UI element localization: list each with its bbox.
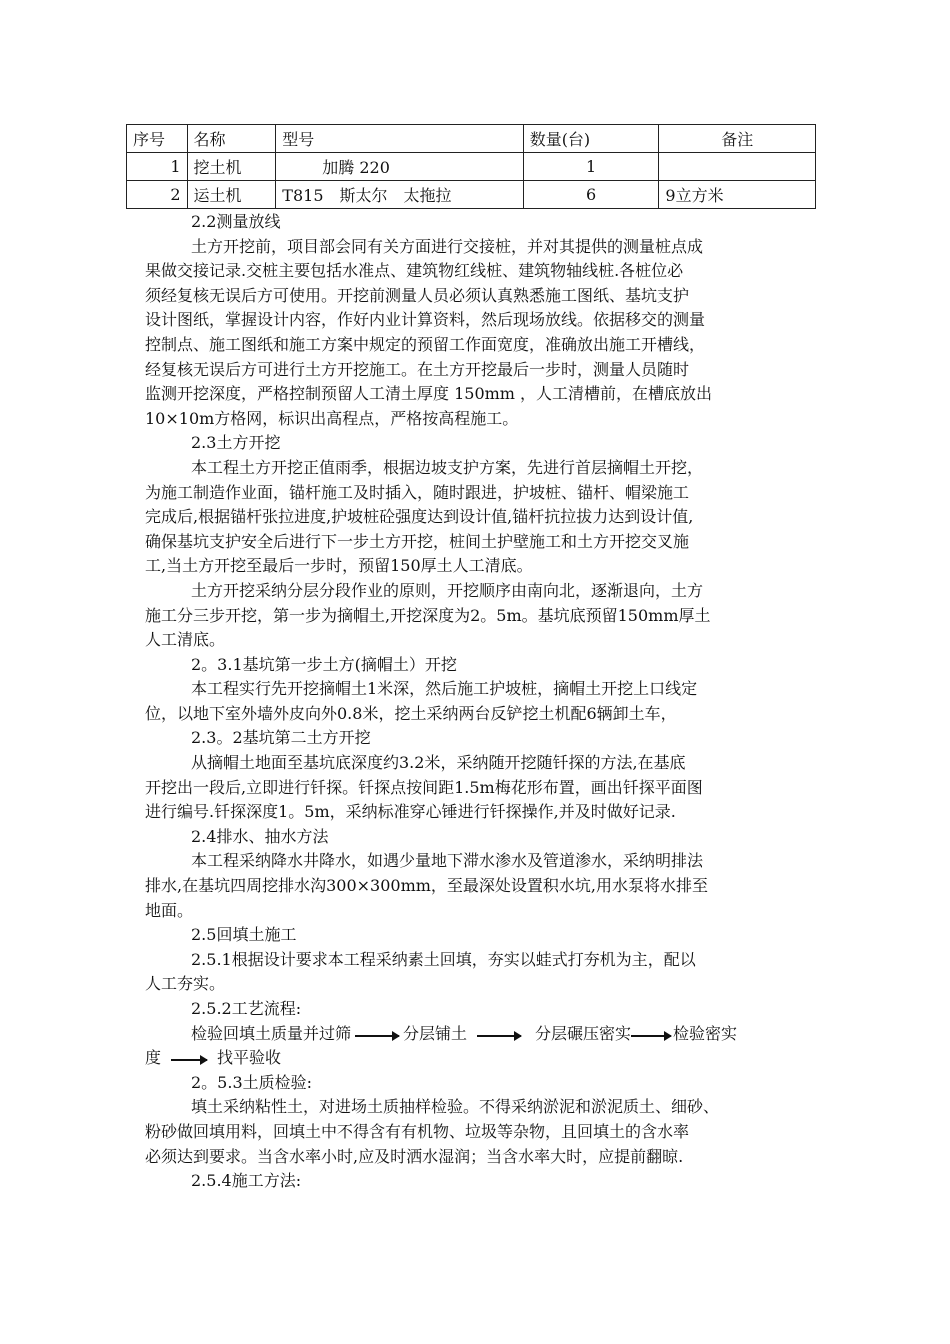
flow-step-4-continued: 度 xyxy=(145,1048,162,1068)
paragraph-line: 地面。 xyxy=(145,900,194,920)
paragraph-line: 人工清底。 xyxy=(145,630,226,650)
flow-step-1: 检验回填土质量并过筛 xyxy=(191,1023,352,1043)
section-heading-2-5-4: 2.5.4施工方法: xyxy=(191,1171,302,1191)
paragraph-line: 控制点、施工图纸和施工方案中规定的预留工作面宽度，准确放出施工开槽线， xyxy=(145,334,706,354)
paragraph-line: 为施工制造作业面，锚杆施工及时插入，随时跟进，护坡桩、锚杆、帽梁施工 xyxy=(145,482,690,502)
arrow-right-icon xyxy=(171,1059,207,1061)
header-name: 名称 xyxy=(187,125,276,153)
paragraph-line: 排水,在基坑四周挖排水沟300×300mm，至最深处设置积水坑,用水泵将水排至 xyxy=(145,876,709,896)
cell-note: 9立方米 xyxy=(659,181,816,209)
cell-note xyxy=(659,153,816,181)
paragraph-line: 粉砂做回填用料，回填土中不得含有有机物、垃圾等杂物，且回填土的含水率 xyxy=(145,1121,690,1141)
process-flow-line xyxy=(145,1022,817,1047)
paragraph-line: 完成后,根据锚杆张拉进度,护坡桩砼强度达到设计值,锚杆抗拉拔力达到设计值, xyxy=(145,507,694,527)
section-heading-2-3-1: 2。3.1基坑第一步土方(摘帽土）开挖 xyxy=(191,654,457,674)
paragraph-line: 开挖出一段后,立即进行钎探。钎探点按间距1.5m梅花形布置，画出钎探平面图 xyxy=(145,777,703,797)
table-row xyxy=(127,153,816,181)
flow-step-2: 分层铺土 xyxy=(403,1023,468,1043)
table-row xyxy=(127,181,816,209)
paragraph-line: 施工分三步开挖，第一步为摘帽土,开挖深度为2。5m。基坑底预留150mm厚土 xyxy=(145,605,711,625)
paragraph-line: 本工程土方开挖正值雨季，根据边坡支护方案，先进行首层摘帽土开挖， xyxy=(191,457,704,477)
paragraph-line: 从摘帽土地面至基坑底深度约3.2米，采纳随开挖随钎探的方法,在基底 xyxy=(191,753,686,773)
paragraph-line: 监测开挖深度，严格控制预留人工清土厚度 150mm ，人工清槽前，在槽底放出 xyxy=(145,384,713,404)
cell-name: 挖土机 xyxy=(187,153,276,181)
section-heading-2-5: 2.5回填土施工 xyxy=(191,925,297,945)
paragraph-line: 设计图纸，掌握设计内容，作好内业计算资料，然后现场放线。依据移交的测量 xyxy=(145,310,706,330)
header-note: 备注 xyxy=(659,125,816,153)
paragraph-line: 必须达到要求。当含水率小时,应及时洒水湿润；当含水率大时，应提前翻晾. xyxy=(145,1146,684,1166)
flow-step-4: 检验密实 xyxy=(673,1023,738,1043)
cell-model: 加腾 220 xyxy=(276,153,523,181)
paragraph-line: 位，以地下室外墙外皮向外0.8米，挖土采纳两台反铲挖土机配6辆卸土车， xyxy=(145,703,677,723)
paragraph-line: 人工夯实。 xyxy=(145,974,226,994)
section-heading-2-2: 2.2测量放线 xyxy=(191,212,281,231)
paragraph-line: 土方开挖前，项目部会同有关方面进行交接桩，并对其提供的测量桩点成 xyxy=(191,236,704,256)
flow-step-3: 分层碾压密实 xyxy=(535,1023,632,1043)
cell-model: T815 斯太尔 太拖拉 xyxy=(276,181,523,209)
arrow-right-icon xyxy=(355,1035,399,1037)
header-model: 型号 xyxy=(276,125,523,153)
section-heading-2-3-2: 2.3。2基坑第二土方开挖 xyxy=(191,728,371,748)
arrow-right-icon xyxy=(631,1035,671,1037)
cell-qty: 1 xyxy=(523,153,659,181)
section-heading-2-3: 2.3土方开挖 xyxy=(191,433,281,453)
section-heading-2-5-2: 2.5.2工艺流程: xyxy=(191,999,302,1018)
header-no: 序号 xyxy=(127,125,188,153)
paragraph-line: 进行编号.钎探深度1。5m，采纳标准穿心锤进行钎探操作,并及时做好记录. xyxy=(145,802,676,822)
paragraph-line: 果做交接记录.交桩主要包括水准点、建筑物红线桩、建筑物轴线桩.各桩位必 xyxy=(145,261,684,281)
equipment-table xyxy=(126,124,816,209)
section-heading-2-5-3: 2。5.3土质检验: xyxy=(191,1072,313,1092)
paragraph-line: 经复核无误后方可进行土方开挖施工。在土方开挖最后一步时，测量人员随时 xyxy=(145,359,690,379)
paragraph-line: 填土采纳粘性土，对进场土质抽样检验。不得采纳淤泥和淤泥质土、细砂、 xyxy=(191,1097,720,1117)
paragraph-line: 土方开挖采纳分层分段作业的原则，开挖顺序由南向北，逐渐退向，土方 xyxy=(191,580,704,600)
document-body xyxy=(145,210,817,1194)
header-qty: 数量(台) xyxy=(523,125,659,153)
paragraph-line: 10×10m方格网，标识出高程点，严格按高程施工。 xyxy=(145,408,519,428)
arrow-right-icon xyxy=(477,1035,521,1037)
cell-qty: 6 xyxy=(523,181,659,209)
paragraph-line: 确保基坑支护安全后进行下一步土方开挖，桩间土护壁施工和土方开挖交叉施 xyxy=(145,531,690,551)
paragraph-line: 2.5.1根据设计要求本工程采纳素土回填，夯实以蛙式打夯机为主，配以 xyxy=(191,949,696,969)
paragraph-line: 工,当土方开挖至最后一步时，预留150厚土人工清底。 xyxy=(145,556,533,576)
paragraph-line: 本工程实行先开挖摘帽土1米深，然后施工护坡桩，摘帽土开挖上口线定 xyxy=(191,679,698,699)
cell-no: 2 xyxy=(127,181,188,209)
table-header-row xyxy=(127,125,816,153)
process-flow-line xyxy=(145,1046,817,1071)
section-heading-2-4: 2.4排水、抽水方法 xyxy=(191,826,329,846)
cell-no: 1 xyxy=(127,153,188,181)
cell-name: 运土机 xyxy=(187,181,276,209)
paragraph-line: 本工程采纳降水井降水，如遇少量地下滞水渗水及管道渗水，采纳明排法 xyxy=(191,851,704,871)
paragraph-line: 须经复核无误后方可使用。开挖前测量人员必须认真熟悉施工图纸、基坑支护 xyxy=(145,285,690,305)
flow-step-5: 找平验收 xyxy=(217,1048,282,1068)
